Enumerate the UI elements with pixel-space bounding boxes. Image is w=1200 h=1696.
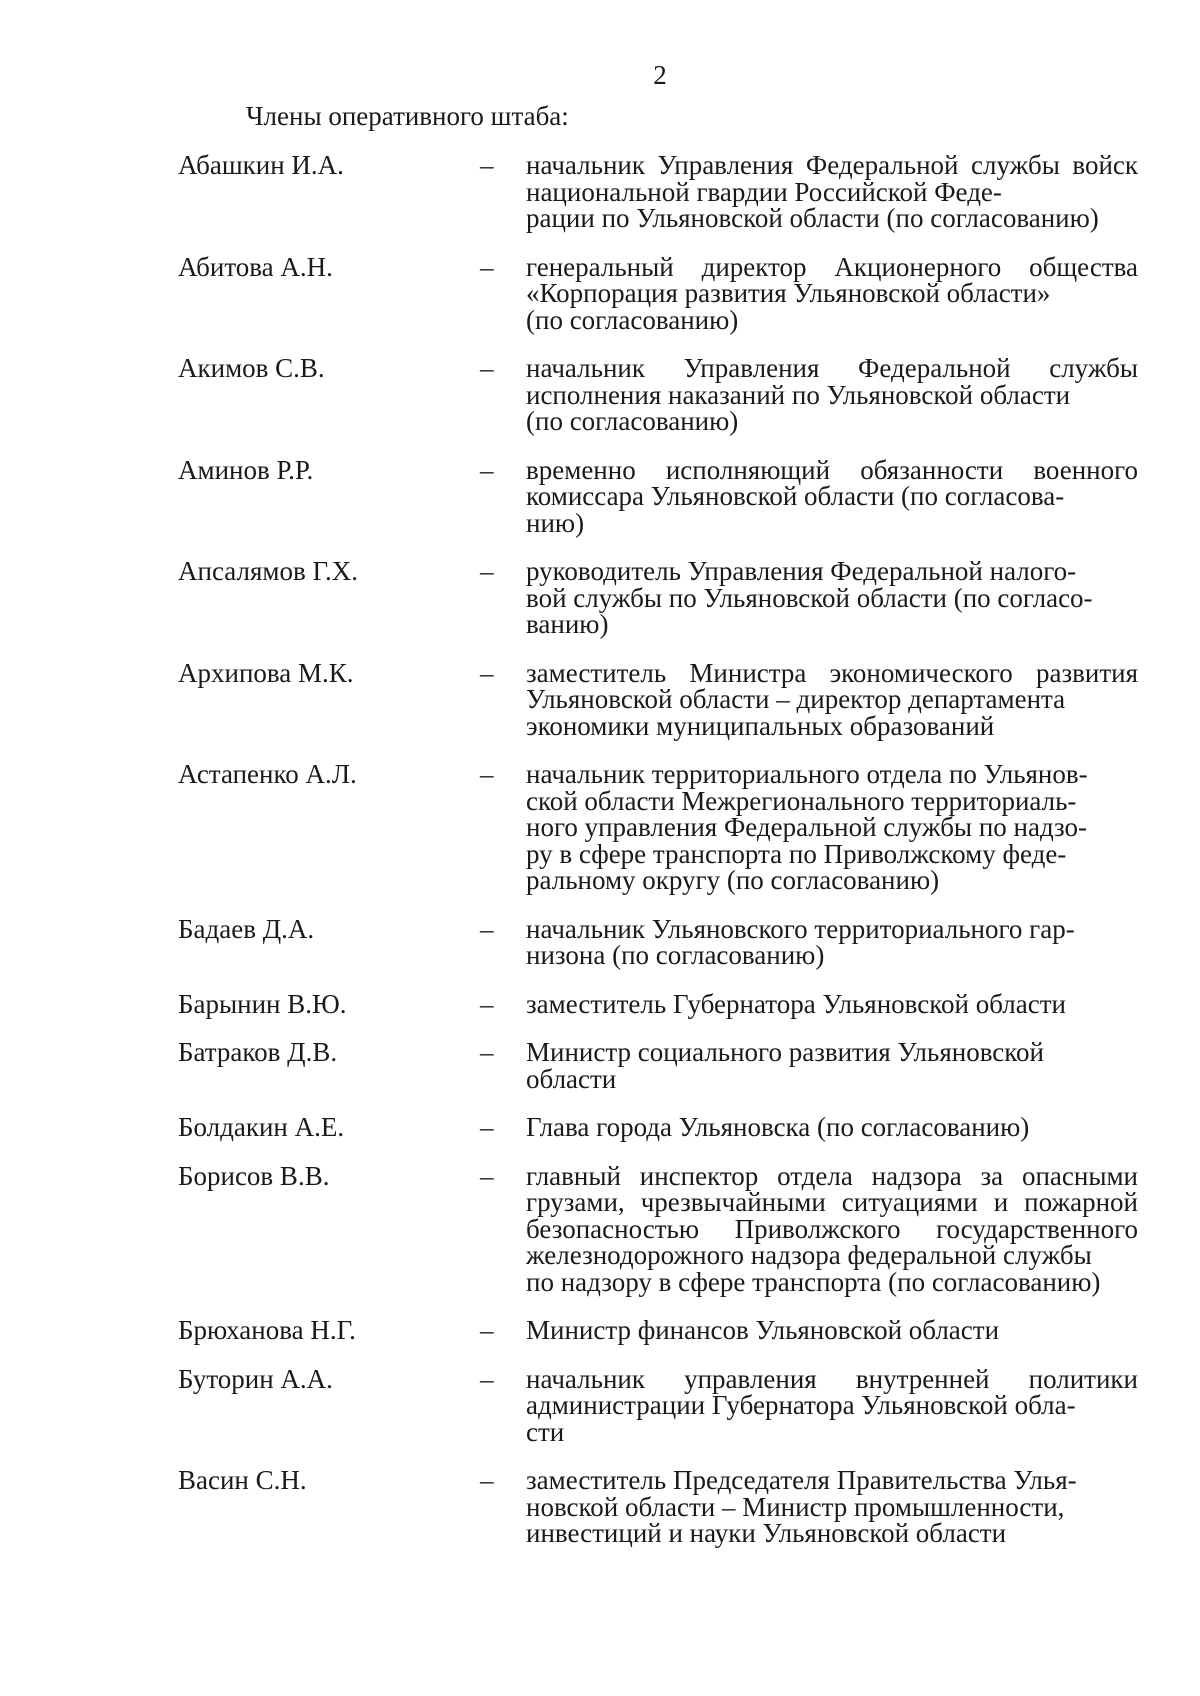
member-role: Глава города Ульяновска (по согласованию) [526,1112,1030,1142]
member-name: Борисов В.В. [178,1160,330,1191]
member-role: начальник Управления Федеральной службы исполнения наказаний по Ульяновской области (по согласованию) [526,353,1138,436]
member-dash: – [480,556,494,586]
member-name: Бадаев Д.А. [178,913,315,944]
member-row [178,761,1138,894]
member-role: заместитель Председателя Правительства Улья- новской области – Министр промышленности, инвестиций и науки Ульяновской области [526,1465,1077,1548]
member-dash: – [480,759,494,789]
member-row [178,988,1138,1019]
member-role: Министр финансов Ульяновской области [526,1315,1000,1345]
member-row [178,1160,1138,1297]
member-role: генеральный директор Акционерного общества «Корпорация развития Ульяновской области» (по согласованию) [526,251,1138,335]
member-row [178,558,1138,638]
member-dash: – [480,1465,494,1495]
member-row [178,1039,1138,1092]
member-dash: – [480,1363,494,1394]
page-number: 2 [653,60,667,90]
member-role: заместитель Министра экономического развития Ульяновской области – директор департамента экономики муниципальных образований [526,657,1138,741]
member-row [178,1317,1138,1344]
member-row [178,454,1138,538]
member-role: временно исполняющий обязанности военного комиссара Ульяновской области (по согласова- нию) [526,454,1138,538]
member-name: Аминов Р.Р. [178,454,314,485]
member-role: начальник управления внутренней политики администрации Губернатора Ульяновской обла- сти [526,1363,1138,1447]
member-row [178,913,1138,970]
member-dash: – [480,1160,494,1191]
member-role: начальник территориального отдела по Ульянов- ской области Межрегионального территориаль- ного управления Федеральной службы по надзо- ру в сфере транспорта по Приволжскому феде- ральному округу (по согласованию) [526,759,1088,895]
member-name: Васин С.Н. [178,1465,307,1495]
member-row [178,657,1138,741]
member-name: Астапенко А.Л. [178,759,357,789]
member-name: Буторин А.А. [178,1363,333,1394]
member-role: начальник Ульяновского территориального гар- низона (по согласованию) [526,913,1075,970]
member-dash: – [480,454,494,485]
member-name: Апсалямов Г.Х. [178,556,359,586]
member-name: Абашкин И.А. [178,150,344,180]
member-dash: – [480,913,494,944]
member-row [178,1363,1138,1447]
member-row [178,355,1138,435]
member-row [178,251,1138,335]
member-name: Архипова М.К. [178,657,354,688]
member-dash: – [480,1315,494,1345]
member-row [178,1467,1138,1547]
member-dash: – [480,150,494,180]
member-name: Брюханова Н.Г. [178,1315,356,1345]
member-name: Болдакин А.Е. [178,1112,345,1142]
members-list [178,152,1138,1569]
member-name: Абитова А.Н. [178,251,333,282]
member-role: главный инспектор отдела надзора за опасными грузами, чрезвычайными ситуациями и пожарной безопасностью Приволжского государственного железнодорожного надзора федеральной службы по надзору в сфере транспорта (по согласованию) [526,1160,1138,1297]
member-row [178,152,1138,232]
section-heading: Члены оперативного штаба: [246,101,569,131]
member-role: руководитель Управления Федеральной налого- вой службы по Ульяновской области (по согласо- ванию) [526,556,1093,639]
member-role: заместитель Губернатора Ульяновской области [526,988,1066,1019]
member-row [178,1114,1138,1141]
member-dash: – [480,353,494,383]
member-dash: – [480,657,494,688]
member-name: Батраков Д.В. [178,1037,338,1067]
member-name: Акимов С.В. [178,353,325,383]
member-dash: – [480,251,494,282]
member-role: начальник Управления Федеральной службы войск национальной гвардии Российской Феде- рации по Ульяновской области (по согласованию) [526,150,1138,233]
member-role: Министр социального развития Ульяновской области [526,1037,1044,1094]
member-dash: – [480,1037,494,1067]
member-dash: – [480,988,494,1019]
member-dash: – [480,1112,494,1142]
member-name: Барынин В.Ю. [178,988,347,1019]
